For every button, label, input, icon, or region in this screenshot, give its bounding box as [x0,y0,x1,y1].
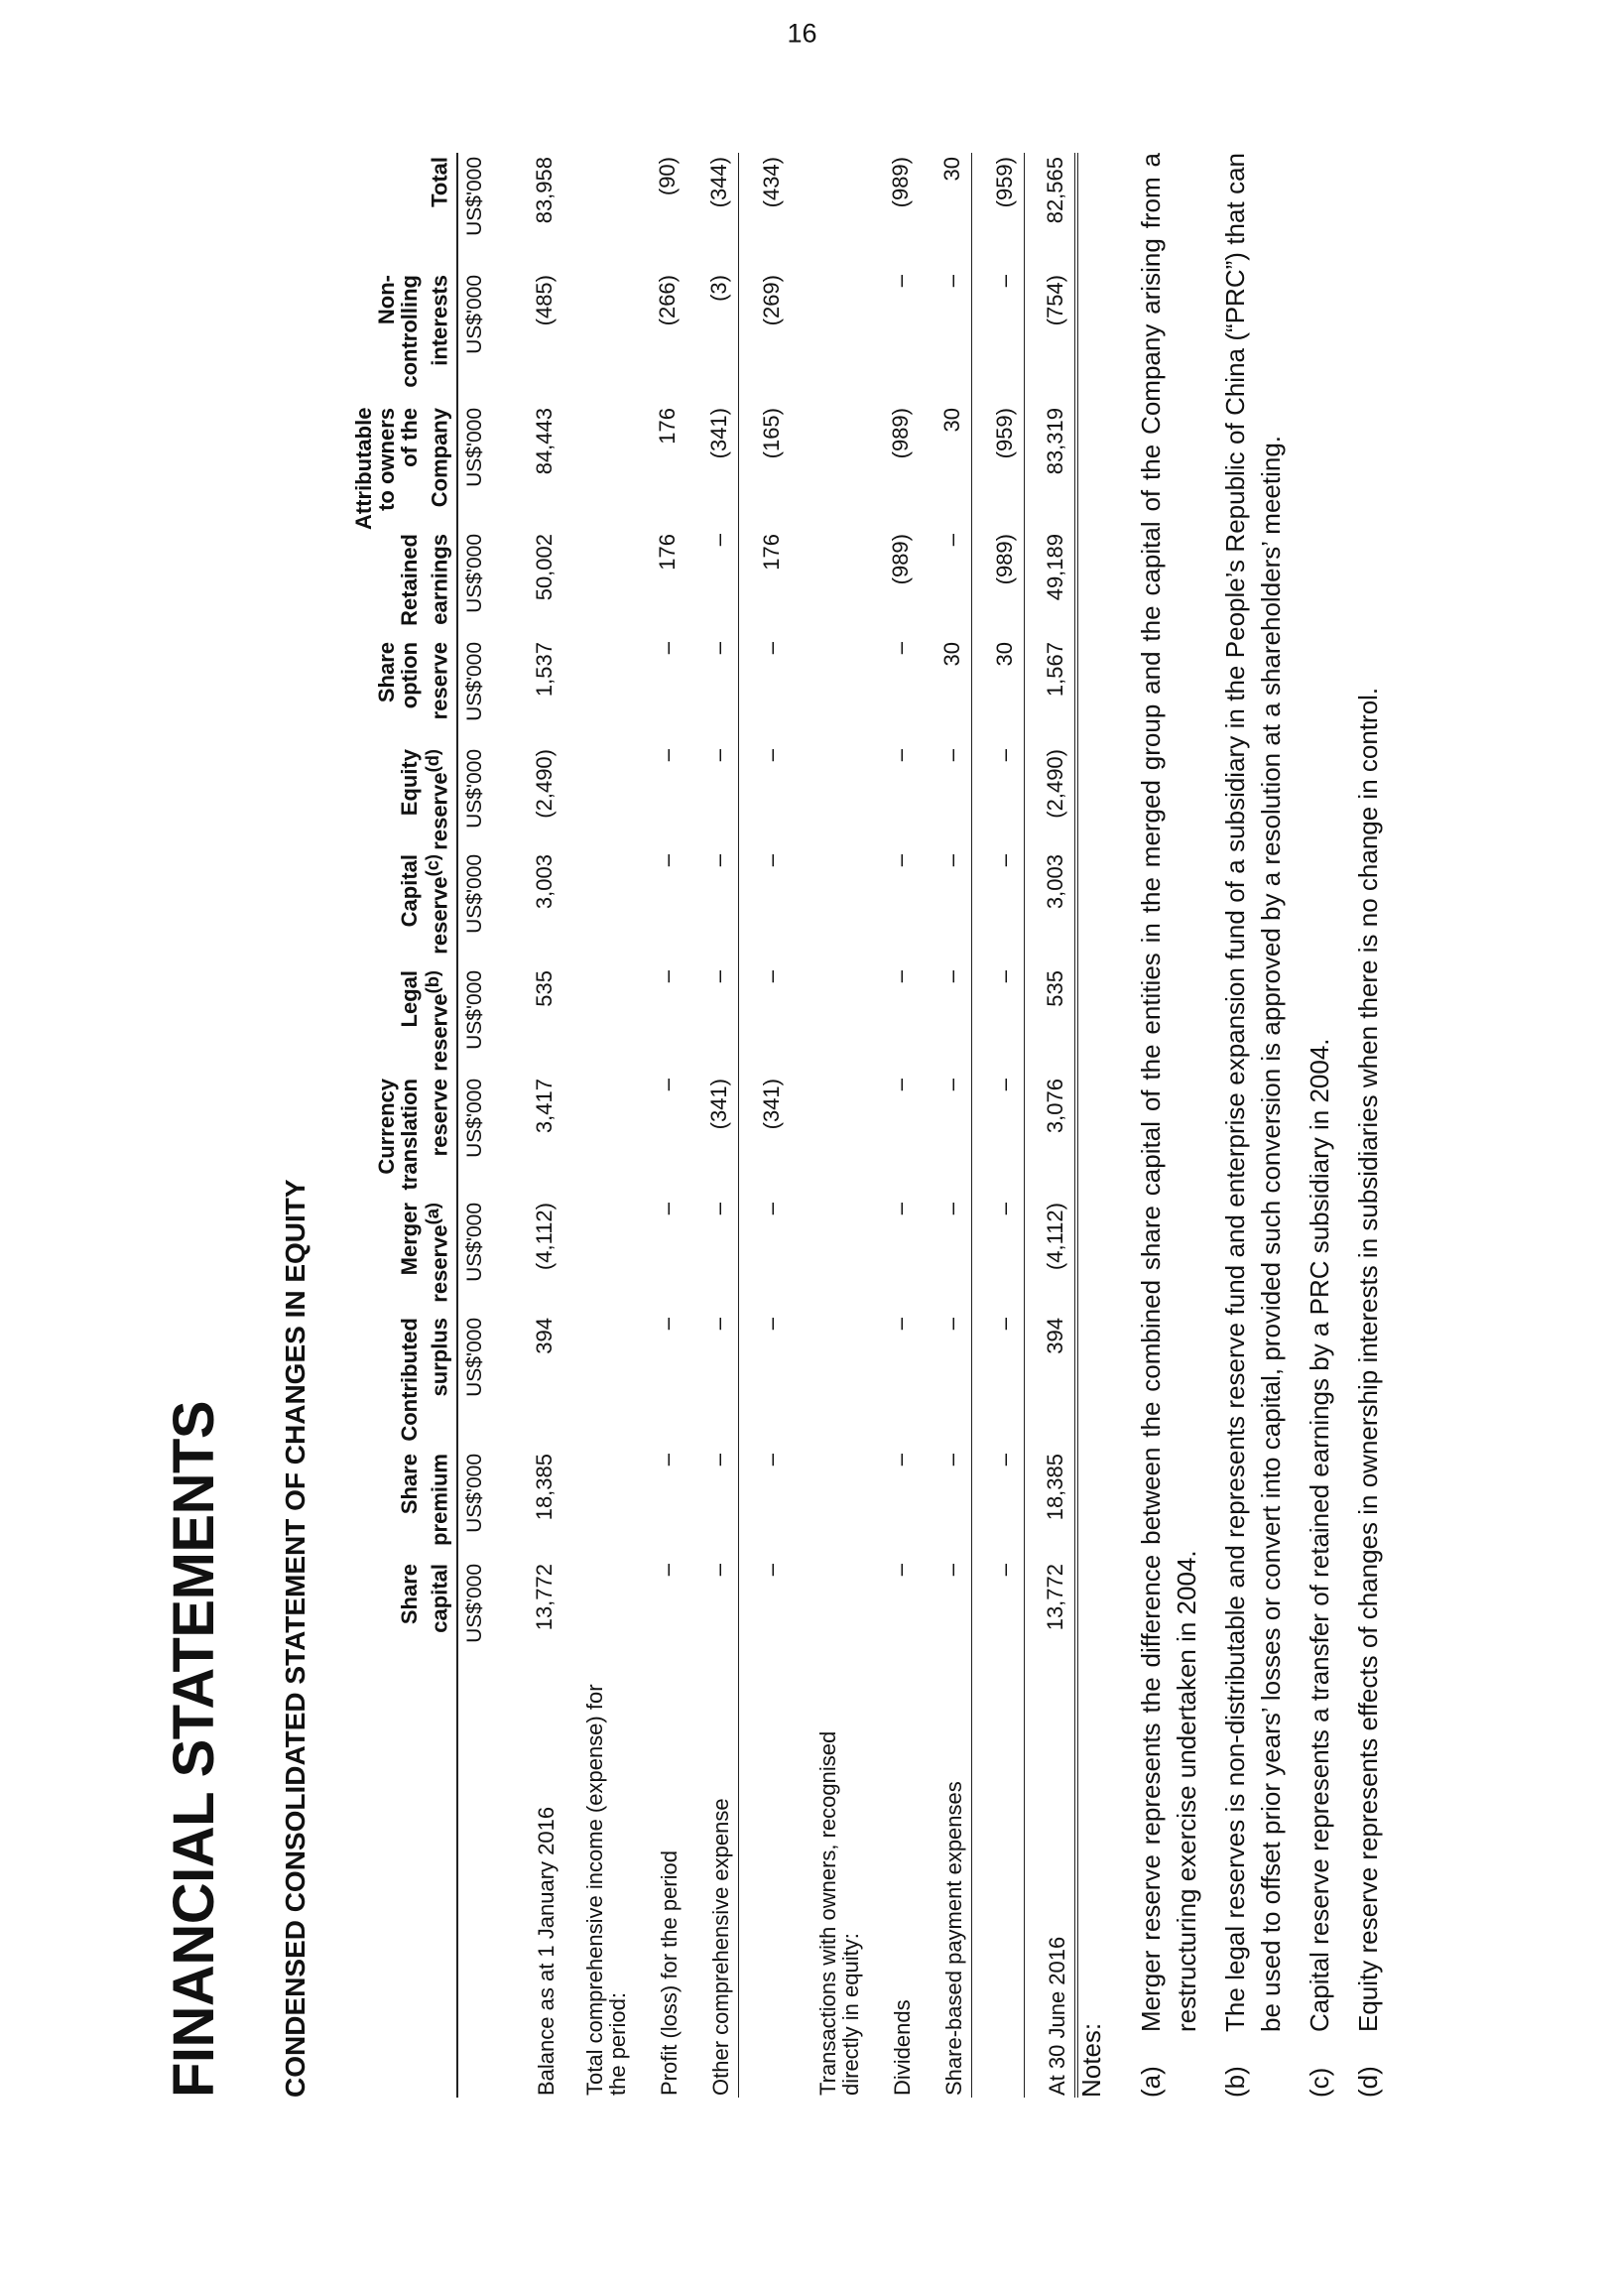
notes-section [1076,153,1399,2098]
value-cell: (341) [759,1079,785,1130]
value-cell: 535 [532,970,558,1007]
row-opening-balance [492,153,563,2098]
value-cell [791,966,868,1075]
row-transactions-subtotal [972,153,1025,2098]
value-cell [791,1314,868,1450]
value-cell: – [920,1560,972,1669]
value-cell [791,638,868,745]
value-cell: 50,002 [532,534,558,601]
value-cell: – [972,1199,1025,1314]
value-cell: – [920,745,972,850]
notes-heading: Notes: [1076,2022,1106,2098]
page-number: 16 [787,18,817,49]
value-cell: – [920,1450,972,1560]
value-cell: – [686,745,739,850]
value-cell: – [888,1564,914,1577]
value-cell: 82,565 [1025,153,1077,271]
row-transactions-heading [791,153,868,2098]
row-label: Other comprehensive expense [686,1669,739,2098]
note-key: (d) [1353,2066,1383,2098]
value-cell [791,1199,868,1314]
col-header-share-option-reserve: Share option reserve [374,642,452,720]
unit-cell: US$'000 [457,1075,492,1199]
col-header-total: Total [427,157,452,207]
value-cell [563,1450,635,1560]
value-cell: 30 [920,404,972,530]
value-cell: 18,385 [1025,1450,1077,1560]
col-header-merger-reserve: Merger reserve$^{(a)}$ [397,1203,452,1303]
value-cell: 30 [920,153,972,271]
note-item [1302,153,1337,2098]
note-key: (c) [1305,2067,1334,2098]
value-cell: 394 [532,1318,558,1354]
value-cell: (989) [972,530,1025,638]
value-cell: (4,112) [1025,1199,1077,1314]
value-cell: 30 [920,638,972,745]
value-cell: 3,076 [1025,1075,1077,1199]
page-title: FINANCIAL STATEMENTS [162,1400,226,2098]
value-cell: (3) [686,271,739,404]
value-cell: (165) [759,408,785,459]
col-header-share-capital: Share capital [397,1564,452,1633]
note-item [1133,153,1204,2098]
note-key: (b) [1220,2066,1250,2098]
value-cell: – [686,638,739,745]
value-cell: – [920,1199,972,1314]
units-label-cell [457,1669,492,2098]
row-total-comprehensive-heading [563,153,635,2098]
value-cell: – [972,271,1025,404]
note-item [1217,153,1289,2098]
note-text: Equity reserve represents effects of changes in ownership interests in subsidiaries when there is no change in control. [1353,687,1383,2032]
value-cell: (989) [888,534,914,585]
value-cell: (485) [532,275,558,326]
value-cell: – [655,970,681,983]
col-header-share-premium: Share premium [397,1454,452,1546]
value-cell: – [655,642,681,655]
value-cell [563,530,635,638]
value-cell: – [655,854,681,867]
value-cell: 13,772 [1025,1560,1077,1669]
value-cell: – [972,850,1025,966]
value-cell [791,745,868,850]
value-cell: – [920,1314,972,1450]
value-cell: (959) [972,153,1025,271]
value-cell: (341) [686,404,739,530]
unit-cell: US$'000 [457,1450,492,1560]
row-label [739,1669,792,2098]
value-cell: – [972,966,1025,1075]
equity-statement-table [352,153,1078,2098]
value-cell: (989) [888,408,914,459]
value-cell [563,1560,635,1669]
units-row [457,153,492,2098]
value-cell: (269) [759,275,785,326]
value-cell: – [655,1079,681,1091]
value-cell: 30 [972,638,1025,745]
value-cell: (341) [686,1075,739,1199]
value-cell: – [920,966,972,1075]
row-label: Share-based payment expenses [920,1669,972,2098]
value-cell [791,271,868,404]
value-cell: – [920,530,972,638]
value-cell: – [972,1450,1025,1560]
value-cell: – [888,1203,914,1215]
value-cell: – [759,970,785,983]
value-cell [563,1075,635,1199]
row-label: Dividends [890,1999,916,2096]
unit-cell: US$'000 [457,530,492,638]
value-cell: 3,003 [532,854,558,910]
unit-cell: US$'000 [457,745,492,850]
value-cell: 83,319 [1025,404,1077,530]
value-cell [791,530,868,638]
row-label: Total comprehensive income (expense) for the period: [582,1684,631,2096]
value-cell: – [888,970,914,983]
row-label: Transactions with owners, recognised directly in equity: [815,1730,864,2096]
column-header-row [352,153,457,2098]
value-cell: – [920,1075,972,1199]
value-cell: – [759,1454,785,1467]
value-cell: – [972,745,1025,850]
statement-title: CONDENSED CONSOLIDATED STATEMENT OF CHANGES IN EQUITY [280,1179,311,2098]
value-cell [563,271,635,404]
value-cell: – [686,850,739,966]
row-share-based-payment [920,153,972,2098]
value-cell: (4,112) [532,1203,558,1271]
unit-cell: US$'000 [457,1560,492,1669]
value-cell: – [686,966,739,1075]
value-cell: (434) [759,157,785,208]
value-cell [563,745,635,850]
col-header-contributed-surplus: Contributed surplus [397,1318,452,1442]
value-cell: 3,417 [532,1079,558,1134]
value-cell: 18,385 [532,1454,558,1521]
value-cell [563,1314,635,1450]
value-cell: (344) [686,153,739,271]
row-other-comprehensive-expense [686,153,739,2098]
col-header-currency-translation-reserve: Currency translation reserve [374,1079,452,1191]
row-label: Profit (loss) for the period [657,1850,683,2096]
value-cell [791,1450,868,1560]
value-cell: (266) [655,275,681,326]
unit-cell: US$'000 [457,638,492,745]
value-cell: – [920,271,972,404]
value-cell [563,404,635,530]
value-cell [791,1075,868,1199]
value-cell: 83,958 [532,157,558,224]
row-label: Balance as at 1 January 2016 [534,1806,560,2096]
value-cell: – [888,854,914,867]
value-cell: – [686,1450,739,1560]
value-cell [791,850,868,966]
value-cell: – [759,1203,785,1215]
value-cell [563,638,635,745]
value-cell: (90) [655,157,681,196]
value-cell: 84,443 [532,408,558,475]
value-cell: – [972,1560,1025,1669]
unit-cell: US$'000 [457,153,492,271]
note-item [1350,153,1386,2098]
unit-cell: US$'000 [457,1314,492,1450]
value-cell: – [972,1314,1025,1450]
col-header-capital-reserve: Capital reserve$^{(c)}$ [397,854,452,955]
value-cell: – [759,642,785,655]
value-cell: (989) [888,157,914,208]
value-cell: – [686,1199,739,1314]
col-header-equity-reserve: Equity reserve$^{(d)}$ [397,749,452,850]
value-cell: 535 [1025,966,1077,1075]
value-cell: 394 [1025,1314,1077,1450]
label-column-header [352,1669,457,2098]
value-cell: – [888,749,914,762]
value-cell: (2,490) [532,749,558,819]
value-cell: – [655,1564,681,1577]
value-cell: – [888,1454,914,1467]
value-cell: 176 [655,408,681,445]
value-cell: – [655,1454,681,1467]
row-profit-loss [635,153,686,2098]
value-cell: – [655,1318,681,1331]
value-cell [563,966,635,1075]
row-dividends [868,153,920,2098]
value-cell [791,153,868,271]
value-cell: – [686,530,739,638]
row-comprehensive-subtotal [739,153,792,2098]
unit-cell: US$'000 [457,966,492,1075]
value-cell: 176 [655,534,681,571]
row-closing-balance [1025,153,1077,2098]
unit-cell: US$'000 [457,271,492,404]
value-cell: 3,003 [1025,850,1077,966]
value-cell: – [972,1075,1025,1199]
value-cell: – [759,1564,785,1577]
value-cell: (2,490) [1025,745,1077,850]
value-cell: – [686,1560,739,1669]
value-cell: – [888,275,914,288]
value-cell [791,404,868,530]
unit-cell: US$'000 [457,404,492,530]
unit-cell: US$'000 [457,1199,492,1314]
value-cell: – [759,854,785,867]
note-text: Merger reserve represents the difference between the combined share capital of the entities in the merged group and the capital of the Company arising from a restructuring exercise undertaken in 2004. [1136,153,1201,2032]
unit-cell: US$'000 [457,850,492,966]
value-cell: – [655,1203,681,1215]
value-cell [563,850,635,966]
note-text: Capital reserve represents a transfer of retained earnings by a PRC subsidiary in 2004. [1305,1038,1334,2032]
value-cell: – [686,1314,739,1450]
value-cell: – [759,749,785,762]
note-text: The legal reserves is non-distributable and represents reserve fund and enterprise expansion fund of a subsidiary in the People’s Republic of China (“PRC”) that can be used to offset prior years’ losses or convert into capital, provided such conversion is approved by a resolution at a shareholders’ meeting. [1220,153,1286,2032]
equity-statement-table-wrap [352,153,1078,2098]
col-header-non-controlling-interests: Non-controlling interests [374,275,452,388]
row-label [972,1669,1025,2098]
value-cell: – [655,749,681,762]
value-cell [791,1560,868,1669]
value-cell: (959) [972,404,1025,530]
value-cell: (754) [1025,271,1077,404]
value-cell: 13,772 [532,1564,558,1631]
value-cell: – [888,1079,914,1091]
value-cell: – [888,1318,914,1331]
col-header-legal-reserve: Legal reserve$^{(b)}$ [397,970,452,1072]
value-cell [563,1199,635,1314]
row-label: At 30 June 2016 [1025,1669,1077,2098]
value-cell: 1,567 [1025,638,1077,745]
value-cell [563,153,635,271]
value-cell: 49,189 [1025,530,1077,638]
col-header-attributable-to-owners: Attributable to owners of the Company [351,407,452,530]
value-cell: – [759,1318,785,1331]
note-key: (a) [1136,2066,1166,2098]
value-cell: – [920,850,972,966]
value-cell: 176 [759,534,785,571]
value-cell: – [888,642,914,655]
col-header-retained-earnings: Retained earnings [397,534,452,626]
value-cell: 1,537 [532,642,558,698]
